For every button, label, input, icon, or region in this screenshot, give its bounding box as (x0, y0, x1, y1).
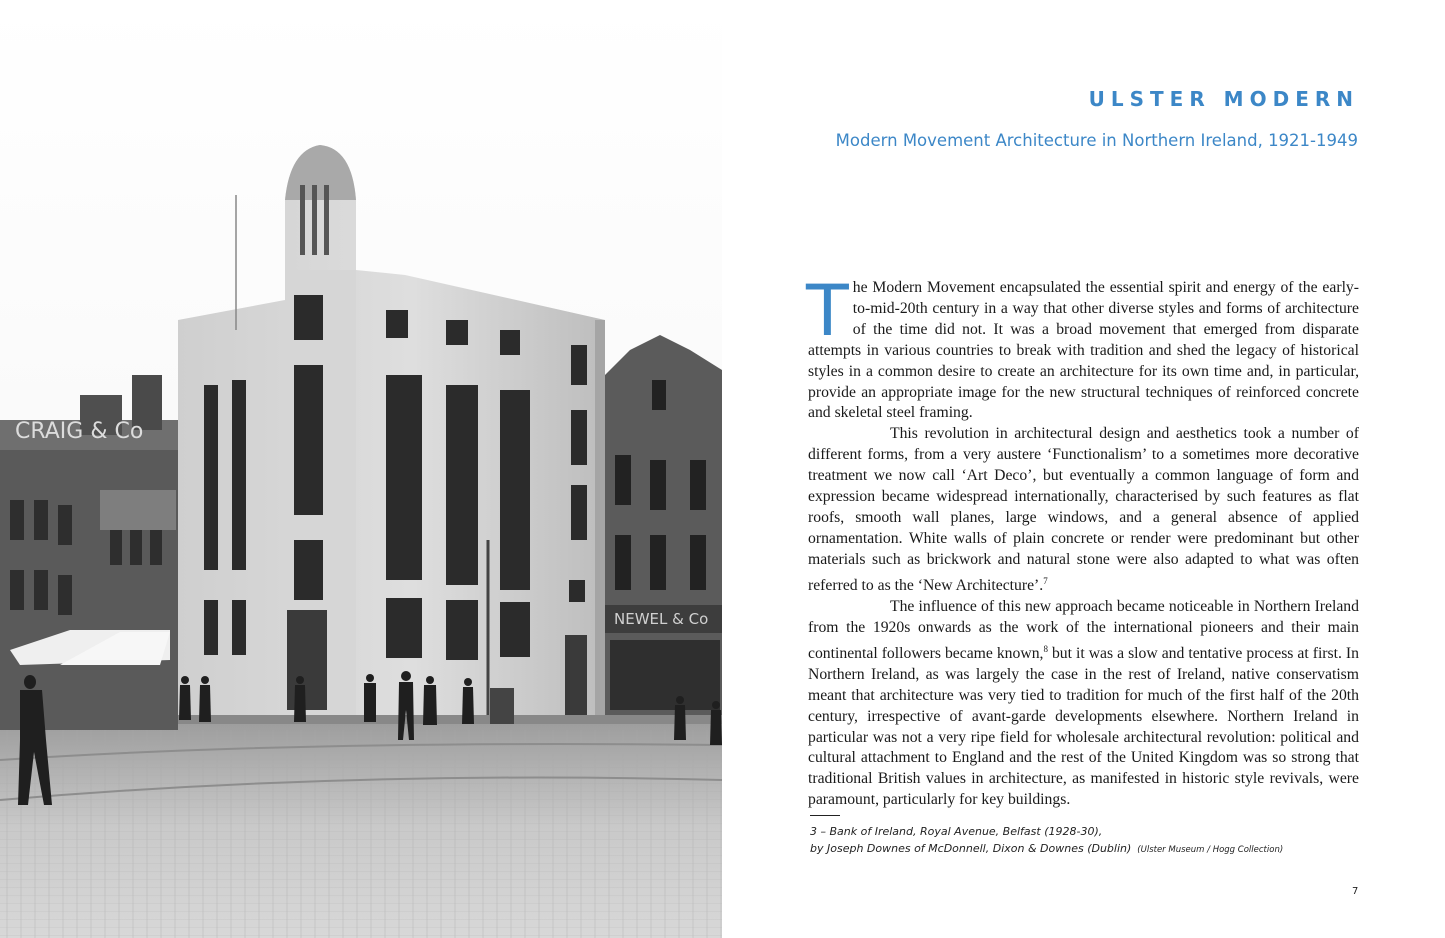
footnote-ref-8: 8 (1043, 643, 1048, 654)
craig-sign-text: CRAIG & Co (15, 419, 144, 444)
paragraph-3-text-start: The influence of this new approach became noticeable in Northern Ireland from the 1920s onwards as the work of the international pioneers and their main continental followers became known, (808, 597, 1359, 662)
paragraph-3 (808, 597, 1359, 811)
right-page (722, 0, 1445, 938)
paragraph-2 (808, 424, 1359, 596)
paragraph-3-text-end: but it was a slow and tentative process at first. In Northern Ireland, as was largely the case in the rest of Ireland, native conservatism meant that architecture was very tied to tradition for much of the first half of the 20th century, irrespective of avant-garde developments elsewhere. Northern Ireland in particular was not a very ripe field for wholesale architectural revolution: political and cultural attachment to England and the rest of the United Kingdom was so strong that traditional British values in architecture, as manifested in historic style revivals, were paramount, particularly for key buildings. (808, 644, 1359, 809)
caption-rule (810, 815, 840, 816)
caption-line-2: by Joseph Downes of McDonnell, Dixon & Downes (Dublin) (810, 842, 1132, 855)
caption-line-1: 3 – Bank of Ireland, Royal Avenue, Belfast (1928-30), (810, 825, 1103, 838)
paragraph-1-text: he Modern Movement encapsulated the essential spirit and energy of the early-to-mid-20th century in a way that other diverse styles and forms of architecture of the time did not. It was a broad movement that emerged from disparate attempts in various countries to break with tradition and shed the legacy of historical styles in a common desire to create an architecture for its own time and, in particular, provide an appropriate image for the new structural techniques of reinforced concrete and skeletal steel framing. (808, 279, 1359, 422)
footnote-ref-7: 7 (1043, 575, 1048, 586)
left-page (0, 0, 722, 938)
caption-credit: (Ulster Museum / Hogg Collection) (1137, 845, 1284, 855)
page-number: 7 (1352, 886, 1359, 897)
building-photo (0, 0, 722, 938)
book-title: ULSTER MODERN (1088, 87, 1359, 111)
drop-cap: T (806, 270, 849, 352)
caption-line-2-wrap (810, 840, 1370, 859)
paragraph-2-text: This revolution in architectural design and aesthetics took a number of different forms, from a very austere ‘Functionalism’ to a sometimes more decorative treatment we now call ‘Art Deco’, but eventually a common language of form and expression became widespread internationally, characterised by such features as flat roofs, smooth wall planes, large windows, and a general absence of applied ornamentation. White walls of plain concrete or render were predominant but other materials such as brickwork and natural stone were also adapted to what was often referred to as the ‘New Architecture’. (808, 425, 1359, 594)
paragraph-1 (806, 270, 1359, 424)
book-subtitle: Modern Movement Architecture in Northern Ireland, 1921-1949 (835, 131, 1358, 150)
newel-sign-text: NEWEL & Co (614, 610, 709, 628)
body-text (806, 270, 1359, 811)
photo-caption (810, 823, 1370, 859)
